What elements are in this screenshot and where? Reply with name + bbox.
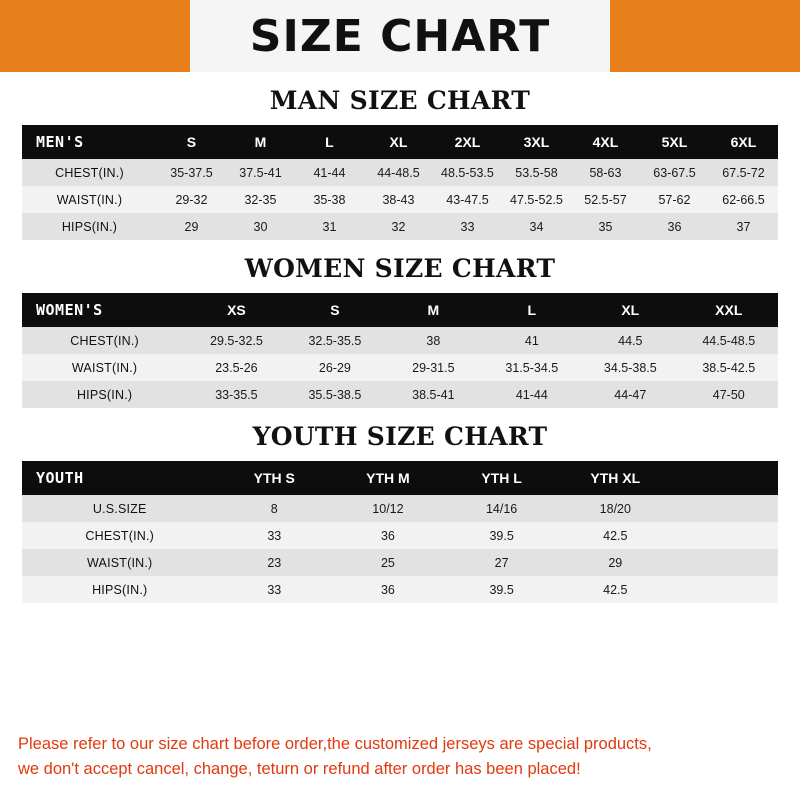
youth-ussize-s: 8 — [217, 495, 331, 522]
men-col-s: S — [157, 125, 226, 159]
youth-chest-xl: 42.5 — [558, 522, 672, 549]
youth-size-table — [22, 461, 778, 603]
women-col-s: S — [286, 293, 384, 327]
youth-waist-s: 23 — [217, 549, 331, 576]
men-row-label-chest: CHEST(IN.) — [22, 159, 157, 186]
bottom-spacer — [0, 782, 800, 800]
men-row-label-waist: WAIST(IN.) — [22, 186, 157, 213]
men-chest-6xl: 67.5-72 — [709, 159, 778, 186]
men-waist-2xl: 43-47.5 — [433, 186, 502, 213]
women-hips-s: 35.5-38.5 — [286, 381, 384, 408]
women-waist-l: 31.5-34.5 — [483, 354, 581, 381]
youth-waist-l: 27 — [445, 549, 559, 576]
youth-hips-spacer — [672, 576, 778, 603]
table-row — [22, 213, 778, 240]
men-hips-2xl: 33 — [433, 213, 502, 240]
women-chest-xs: 29.5-32.5 — [187, 327, 285, 354]
women-row-label-hips: HIPS(IN.) — [22, 381, 187, 408]
youth-ussize-xl: 18/20 — [558, 495, 672, 522]
men-row-label-hips: HIPS(IN.) — [22, 213, 157, 240]
youth-hips-l: 39.5 — [445, 576, 559, 603]
table-header-row — [22, 461, 778, 495]
women-corner-label: WOMEN'S — [22, 293, 187, 327]
policy-note-line-1: Please refer to our size chart before order,the customized jerseys are special products, — [18, 735, 652, 753]
men-waist-6xl: 62-66.5 — [709, 186, 778, 213]
men-hips-4xl: 35 — [571, 213, 640, 240]
men-waist-m: 32-35 — [226, 186, 295, 213]
table-row — [22, 576, 778, 603]
section-title-youth: YOUTH SIZE CHART — [252, 422, 548, 451]
header-banner — [0, 0, 800, 72]
men-hips-s: 29 — [157, 213, 226, 240]
women-chest-xxl: 44.5-48.5 — [680, 327, 778, 354]
women-col-m: M — [384, 293, 482, 327]
policy-note — [0, 724, 800, 782]
men-waist-3xl: 47.5-52.5 — [502, 186, 571, 213]
men-chest-5xl: 63-67.5 — [640, 159, 709, 186]
women-hips-l: 41-44 — [483, 381, 581, 408]
men-chest-2xl: 48.5-53.5 — [433, 159, 502, 186]
section-title-women: WOMEN SIZE CHART — [244, 254, 556, 283]
table-row — [22, 327, 778, 354]
youth-hips-s: 33 — [217, 576, 331, 603]
men-col-3xl: 3XL — [502, 125, 571, 159]
youth-hips-xl: 42.5 — [558, 576, 672, 603]
youth-hips-m: 36 — [331, 576, 445, 603]
men-chest-s: 35-37.5 — [157, 159, 226, 186]
men-col-m: M — [226, 125, 295, 159]
youth-ussize-l: 14/16 — [445, 495, 559, 522]
men-hips-l: 31 — [295, 213, 364, 240]
youth-col-s: YTH S — [217, 461, 331, 495]
youth-row-label-hips: HIPS(IN.) — [22, 576, 217, 603]
table-row — [22, 354, 778, 381]
table-row — [22, 381, 778, 408]
women-size-table — [22, 293, 778, 408]
women-row-label-waist: WAIST(IN.) — [22, 354, 187, 381]
women-col-xl: XL — [581, 293, 679, 327]
table-row — [22, 549, 778, 576]
table-row — [22, 159, 778, 186]
men-table-body — [22, 159, 778, 240]
men-hips-xl: 32 — [364, 213, 433, 240]
youth-col-xl: YTH XL — [558, 461, 672, 495]
men-waist-5xl: 57-62 — [640, 186, 709, 213]
men-col-2xl: 2XL — [433, 125, 502, 159]
men-corner-label: MEN'S — [22, 125, 157, 159]
men-col-4xl: 4XL — [571, 125, 640, 159]
page-title: SIZE CHART — [249, 10, 551, 62]
women-hips-xxl: 47-50 — [680, 381, 778, 408]
table-row — [22, 495, 778, 522]
men-chest-4xl: 58-63 — [571, 159, 640, 186]
table-row — [22, 522, 778, 549]
women-col-xxl: XXL — [680, 293, 778, 327]
women-hips-m: 38.5-41 — [384, 381, 482, 408]
youth-waist-spacer — [672, 549, 778, 576]
women-waist-xxl: 38.5-42.5 — [680, 354, 778, 381]
men-hips-3xl: 34 — [502, 213, 571, 240]
men-chest-m: 37.5-41 — [226, 159, 295, 186]
women-col-xs: XS — [187, 293, 285, 327]
women-waist-xs: 23.5-26 — [187, 354, 285, 381]
women-table-body — [22, 327, 778, 408]
women-waist-m: 29-31.5 — [384, 354, 482, 381]
youth-table-body — [22, 495, 778, 603]
men-hips-6xl: 37 — [709, 213, 778, 240]
youth-row-label-chest: CHEST(IN.) — [22, 522, 217, 549]
youth-row-label-ussize: U.S.SIZE — [22, 495, 217, 522]
men-waist-s: 29-32 — [157, 186, 226, 213]
youth-corner-label: YOUTH — [22, 461, 217, 495]
men-table-header — [22, 125, 778, 159]
youth-ussize-m: 10/12 — [331, 495, 445, 522]
youth-ussize-spacer — [672, 495, 778, 522]
men-waist-4xl: 52.5-57 — [571, 186, 640, 213]
youth-waist-xl: 29 — [558, 549, 672, 576]
men-col-xl: XL — [364, 125, 433, 159]
youth-chest-spacer — [672, 522, 778, 549]
youth-table-header — [22, 461, 778, 495]
men-col-l: L — [295, 125, 364, 159]
youth-chest-s: 33 — [217, 522, 331, 549]
men-waist-l: 35-38 — [295, 186, 364, 213]
women-hips-xl: 44-47 — [581, 381, 679, 408]
women-chest-m: 38 — [384, 327, 482, 354]
youth-row-label-waist: WAIST(IN.) — [22, 549, 217, 576]
youth-col-l: YTH L — [445, 461, 559, 495]
men-size-table — [22, 125, 778, 240]
policy-note-line-2: we don't accept cancel, change, teturn or refund after order has been placed! — [18, 760, 581, 778]
youth-chest-l: 39.5 — [445, 522, 559, 549]
men-waist-xl: 38-43 — [364, 186, 433, 213]
youth-waist-m: 25 — [331, 549, 445, 576]
men-col-5xl: 5XL — [640, 125, 709, 159]
men-col-6xl: 6XL — [709, 125, 778, 159]
women-waist-s: 26-29 — [286, 354, 384, 381]
women-chest-s: 32.5-35.5 — [286, 327, 384, 354]
men-hips-5xl: 36 — [640, 213, 709, 240]
men-chest-3xl: 53.5-58 — [502, 159, 571, 186]
table-row — [22, 186, 778, 213]
table-header-row — [22, 293, 778, 327]
men-chest-xl: 44-48.5 — [364, 159, 433, 186]
women-chest-xl: 44.5 — [581, 327, 679, 354]
section-title-men: MAN SIZE CHART — [269, 86, 531, 115]
women-row-label-chest: CHEST(IN.) — [22, 327, 187, 354]
men-chest-l: 41-44 — [295, 159, 364, 186]
charts-container — [0, 72, 800, 724]
men-hips-m: 30 — [226, 213, 295, 240]
women-waist-xl: 34.5-38.5 — [581, 354, 679, 381]
women-col-l: L — [483, 293, 581, 327]
women-chest-l: 41 — [483, 327, 581, 354]
table-header-row — [22, 125, 778, 159]
youth-col-m: YTH M — [331, 461, 445, 495]
youth-col-spacer — [672, 461, 778, 495]
women-hips-xs: 33-35.5 — [187, 381, 285, 408]
youth-chest-m: 36 — [331, 522, 445, 549]
women-table-header — [22, 293, 778, 327]
